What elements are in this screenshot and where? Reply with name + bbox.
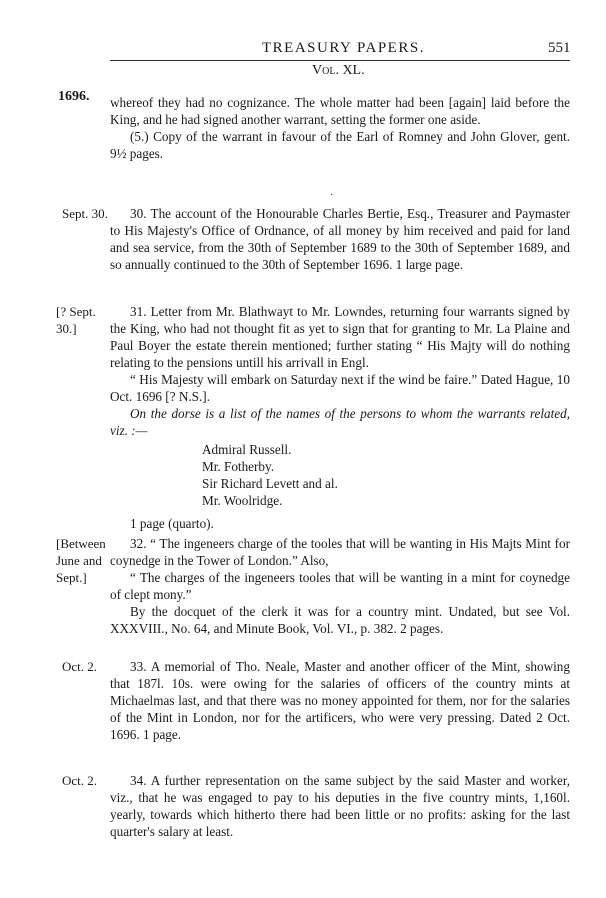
entry-date: Sept. 30. <box>62 206 108 221</box>
entry-date: [Between June and Sept.] <box>56 536 106 585</box>
entry-date: Oct. 2. <box>62 773 98 788</box>
list-item: Sir Richard Levett and al. <box>202 476 338 491</box>
entry-paragraph: By the docquet of the clerk it was for a country mint. Undated, but see Vol. XXXVIII., No. 64, and Minute Book, Vol. VI., p. 382. 2 pages. <box>110 604 570 636</box>
year-label: 1696. <box>58 89 90 104</box>
entry-paragraph: 34. A further representation on the same subject by the said Master and worker, viz., that he was engaged to pay to his deputies in the five country mints, 1,160l. yearly, towards which hitherto there had been little or no profits: asking for the last quarter's salary at least. <box>110 773 570 839</box>
entry-31 <box>110 303 570 532</box>
entry-date: [? Sept. 30.] <box>56 304 96 336</box>
entry-paragraph: 30. The account of the Honourable Charles Bertie, Esq., Treasurer and Paymaster to His Majesty's Office of Ordnance, of all money by him received and paid for land and sea service, from the 30th of September 1689 to the 30th of September 1689, and so annually continued to the 30th of September 1696. 1 large page. <box>110 206 570 272</box>
entry-paragraph: On the dorse is a list of the names of the persons to whom the warrants related, viz. :— <box>110 406 570 438</box>
entry-33 <box>110 658 570 743</box>
entry-paragraph: whereof they had no cognizance. The whole matter had been [again] laid before the King, and he had signed another warrant, setting the former one aside. <box>110 95 570 127</box>
entry-date: Oct. 2. <box>62 659 98 674</box>
entry-paragraph: “ The charges of the ingeneers tooles that will be wanting in a mint for coynedge of clept mony.” <box>110 570 570 602</box>
entry-paragraph: (5.) Copy of the warrant in favour of the Earl of Romney and John Glover, gent. 9½ pages. <box>110 129 570 161</box>
volume-label: Vol. XL. <box>312 63 365 78</box>
entry-paragraph: 33. A memorial of Tho. Neale, Master and another officer of the Mint, showing that 187l. 10s. were owing for the salaries of officers of the country mints at Michaelmas last, and that there was no money appointed for them, nor for the salaries of the Mint in London, nor for the artificers, who were very pressing. Dated 2 Oct. 1696. 1 page. <box>110 659 570 742</box>
entry-paragraph: 1 page (quarto). <box>130 516 214 531</box>
entry-paragraph: 32. “ The ingeneers charge of the tooles that will be wanting in His Majts Mint for coynedge in the Tower of London.” Also, <box>110 536 570 568</box>
list-item: Admiral Russell. <box>202 442 292 457</box>
names-list <box>202 441 570 509</box>
entry-30 <box>110 205 570 273</box>
entry-paragraph: “ His Majesty will embark on Saturday next if the wind be faire.” Dated Hague, 10 Oct. 1696 [? N.S.]. <box>110 372 570 404</box>
entry-34 <box>110 772 570 840</box>
entry-paragraph: 31. Letter from Mr. Blathwayt to Mr. Lowndes, returning four warrants signed by the King, who had not thought fit as yet to sign that for granting to Mr. La Plaine and Paul Boyer the estate therein mentioned; further stating “ His Majty will do nothing relating to the pensions untill his arrivall in Engl. <box>110 304 570 370</box>
list-item: Mr. Fotherby. <box>202 459 275 474</box>
entry-32 <box>110 535 570 637</box>
page-number: 551 <box>548 40 571 56</box>
decorative-dot: · <box>330 190 334 201</box>
header-rule <box>110 60 570 61</box>
list-item: Mr. Woolridge. <box>202 493 283 508</box>
entry-continuation <box>110 94 570 162</box>
running-title: TREASURY PAPERS. <box>262 40 425 56</box>
